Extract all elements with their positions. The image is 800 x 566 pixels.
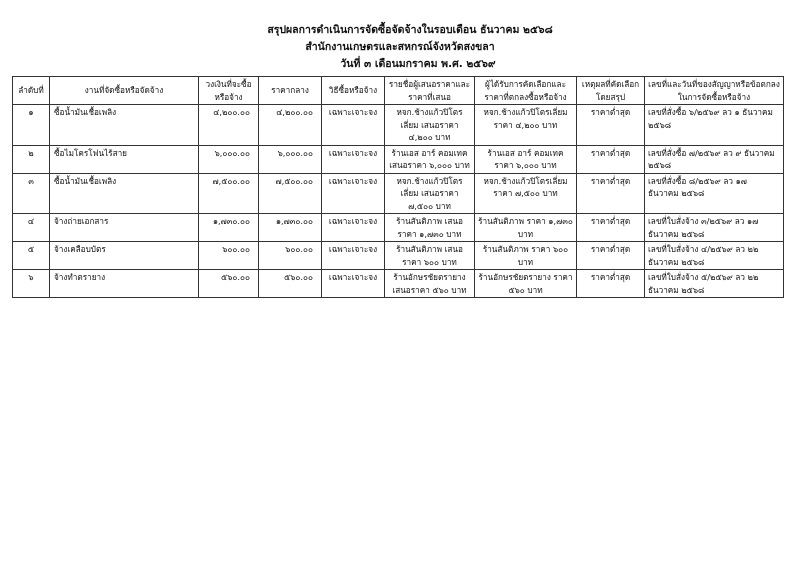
table-row	[13, 173, 784, 214]
row-reason: ราคาต่ำสุด	[577, 105, 645, 146]
row-no: ๖	[13, 270, 50, 298]
row-budget: ๔,๒๐๐.๐๐	[199, 105, 259, 146]
row-bidders: หจก.ช้างแก้วปิโตรเลี่ยม เสนอราคา ๗,๕๐๐ บาท	[385, 173, 475, 214]
col-header-reason: เหตุผลที่คัดเลือกโดยสรุป	[577, 77, 645, 105]
row-method: เฉพาะเจาะจง	[322, 105, 385, 146]
row-reason: ราคาต่ำสุด	[577, 173, 645, 214]
row-budget: ๑,๗๓๐.๐๐	[199, 214, 259, 242]
procurement-table	[12, 76, 784, 298]
office-name: สำนักงานเกษตรและสหกรณ์จังหวัดสงขลา	[305, 41, 495, 53]
row-contract: เลขที่ใบสั่งจ้าง ๕/๒๕๖๙ ลว ๒๒ ธันวาคม ๒๕๖๘	[645, 270, 784, 298]
table-row	[13, 242, 784, 270]
row-reason: ราคาต่ำสุด	[577, 145, 645, 173]
row-contract: เลขที่สั่งซื้อ ๗/๒๕๖๙ ลว ๙ ธันวาคม ๒๕๖๘	[645, 145, 784, 173]
row-median: ๔,๒๐๐.๐๐	[259, 105, 322, 146]
row-median: ๑,๗๓๐.๐๐	[259, 214, 322, 242]
table-row	[13, 145, 784, 173]
row-no: ๔	[13, 214, 50, 242]
row-winner: ร้านเอส อาร์ คอมเทค ราคา ๖,๐๐๐ บาท	[475, 145, 577, 173]
row-median: ๖๐๐.๐๐	[259, 242, 322, 270]
row-contract: เลขที่ใบสั่งจ้าง ๔/๒๕๖๙ ลว ๒๒ ธันวาคม ๒๕๖๘	[645, 242, 784, 270]
row-budget: ๖๐๐.๐๐	[199, 242, 259, 270]
row-winner: หจก.ช้างแก้วปิโตรเลี่ยม ราคา ๔,๒๐๐ บาท	[475, 105, 577, 146]
row-winner: ร้านสันติภาพ ราคา ๖๐๐ บาท	[475, 242, 577, 270]
row-method: เฉพาะเจาะจง	[322, 214, 385, 242]
row-bidders: หจก.ช้างแก้วปิโตรเลี่ยม เสนอราคา ๔,๒๐๐ บาท	[385, 105, 475, 146]
table-header-row	[13, 77, 784, 105]
row-median: ๗,๕๐๐.๐๐	[259, 173, 322, 214]
col-header-budget: วงเงินที่จะซื้อหรือจ้าง	[199, 77, 259, 105]
row-method: เฉพาะเจาะจง	[322, 173, 385, 214]
col-header-item: งานที่จัดซื้อหรือจัดจ้าง	[50, 77, 199, 105]
document-title: สรุปผลการดำเนินการจัดซื้อจัดจ้างในรอบเดือน ธันวาคม ๒๕๖๘	[267, 24, 553, 36]
row-no: ๕	[13, 242, 50, 270]
row-item: จ้างเคลือบบัตร	[50, 242, 199, 270]
row-item: ซื้อน้ำมันเชื้อเพลิง	[50, 105, 199, 146]
row-item: จ้างทำตรายาง	[50, 270, 199, 298]
row-budget: ๖,๐๐๐.๐๐	[199, 145, 259, 173]
row-median: ๖,๐๐๐.๐๐	[259, 145, 322, 173]
col-header-median: ราคากลาง	[259, 77, 322, 105]
col-header-no: ลำดับที่	[13, 77, 50, 105]
col-header-method: วิธีซื้อหรือจ้าง	[322, 77, 385, 105]
row-budget: ๕๖๐.๐๐	[199, 270, 259, 298]
row-no: ๑	[13, 105, 50, 146]
table-row	[13, 270, 784, 298]
row-item: ซื้อน้ำมันเชื้อเพลิง	[50, 173, 199, 214]
row-reason: ราคาต่ำสุด	[577, 214, 645, 242]
row-bidders: ร้านอักษรชัยตรายาง เสนอราคา ๕๖๐ บาท	[385, 270, 475, 298]
row-no: ๒	[13, 145, 50, 173]
col-header-contract: เลขที่และวันที่ของสัญญาหรือข้อตกลงในการจัดซื้อหรือจ้าง	[645, 77, 784, 105]
row-item: จ้างถ่ายเอกสาร	[50, 214, 199, 242]
row-winner: หจก.ช้างแก้วปิโตรเลี่ยม ราคา ๗,๕๐๐ บาท	[475, 173, 577, 214]
row-item: ซื้อไมโครโฟนไร้สาย	[50, 145, 199, 173]
row-median: ๕๖๐.๐๐	[259, 270, 322, 298]
row-method: เฉพาะเจาะจง	[322, 270, 385, 298]
document-header	[0, 22, 800, 73]
col-header-winner: ผู้ได้รับการคัดเลือกและราคาที่ตกลงซื้อหรือจ้าง	[475, 77, 577, 105]
row-budget: ๗,๕๐๐.๐๐	[199, 173, 259, 214]
row-winner: ร้านอักษรชัยตรายาง ราคา ๕๖๐ บาท	[475, 270, 577, 298]
row-contract: เลขที่ใบสั่งจ้าง ๓/๒๕๖๙ ลว ๑๗ ธันวาคม ๒๕๖๘	[645, 214, 784, 242]
row-bidders: ร้านเอส อาร์ คอมเทค เสนอราคา ๖,๐๐๐ บาท	[385, 145, 475, 173]
row-reason: ราคาต่ำสุด	[577, 270, 645, 298]
row-contract: เลขที่สั่งซื้อ ๖/๒๕๖๙ ลว ๑ ธันวาคม ๒๕๖๘	[645, 105, 784, 146]
row-reason: ราคาต่ำสุด	[577, 242, 645, 270]
row-bidders: ร้านสันติภาพ เสนอราคา ๖๐๐ บาท	[385, 242, 475, 270]
table-row	[13, 214, 784, 242]
document-date: วันที่ ๓ เดือนมกราคม พ.ศ. ๒๕๖๙	[340, 58, 496, 70]
table-row	[13, 105, 784, 146]
row-no: ๓	[13, 173, 50, 214]
row-bidders: ร้านสันติภาพ เสนอราคา ๑,๗๓๐ บาท	[385, 214, 475, 242]
row-contract: เลขที่สั่งซื้อ ๘/๒๕๖๙ ลว ๑๗ ธันวาคม ๒๕๖๘	[645, 173, 784, 214]
row-method: เฉพาะเจาะจง	[322, 145, 385, 173]
row-method: เฉพาะเจาะจง	[322, 242, 385, 270]
col-header-bidders: รายชื่อผู้เสนอราคาและราคาที่เสนอ	[385, 77, 475, 105]
row-winner: ร้านสันติภาพ ราคา ๑,๗๓๐ บาท	[475, 214, 577, 242]
